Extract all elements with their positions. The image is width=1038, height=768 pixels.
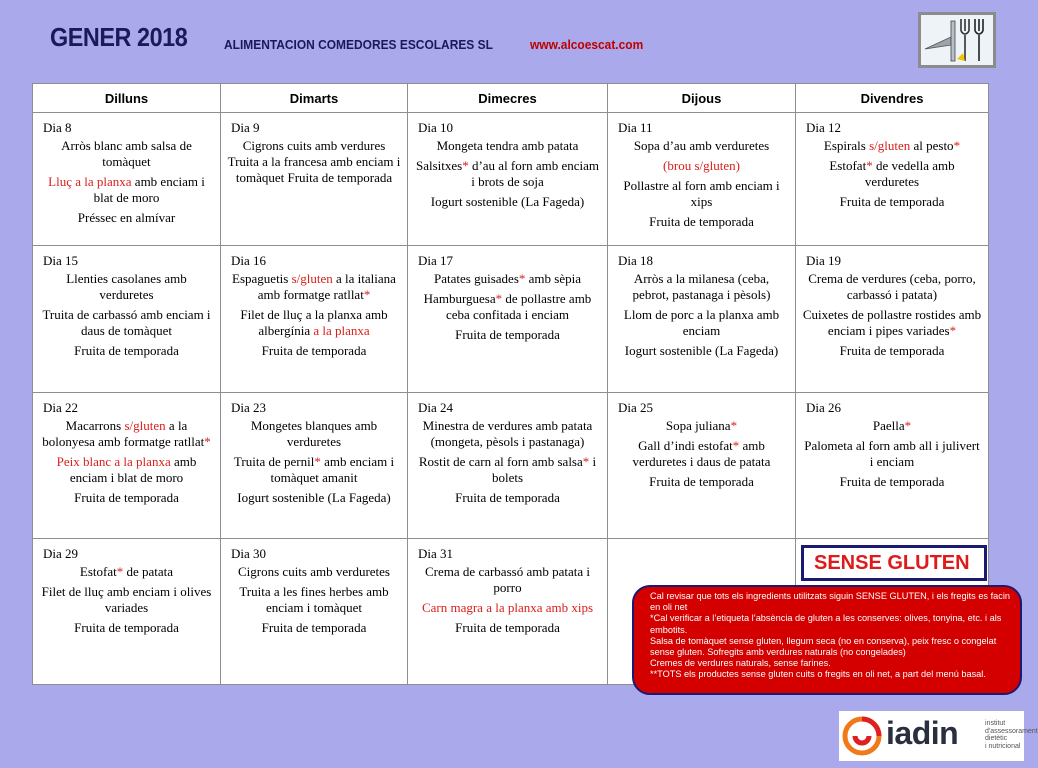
dish-line bbox=[227, 138, 401, 186]
gluten-highlight-text: * bbox=[730, 418, 738, 433]
dish-line bbox=[39, 490, 214, 506]
dish-text: Hamburguesa bbox=[423, 291, 496, 306]
dish-line bbox=[39, 584, 214, 616]
dish-line bbox=[414, 620, 601, 636]
day-cell bbox=[33, 539, 221, 685]
dish-text: Rostit de carn al forn amb salsa bbox=[418, 454, 583, 469]
gluten-highlight-text: * bbox=[462, 158, 469, 173]
day-label: Dia 15 bbox=[43, 253, 79, 268]
day-label: Dia 29 bbox=[43, 546, 79, 561]
gluten-highlight-text: * bbox=[953, 138, 961, 153]
dish-text: Cuixetes de pollastre rostides amb enciam i pipes variades bbox=[802, 307, 982, 338]
day-cell bbox=[221, 246, 408, 393]
dish-line bbox=[227, 584, 401, 616]
dish-line bbox=[39, 418, 214, 450]
dish-text: Fruita de temporada bbox=[649, 214, 754, 229]
dish-text: Cigrons cuits amb verdures Truita a la francesa amb enciam i tomàquet Fruita de temporada bbox=[227, 138, 401, 185]
dish-line bbox=[802, 138, 982, 154]
dish-text: Iogurt sostenible (La Fageda) bbox=[237, 490, 391, 505]
dish-text: Estofat bbox=[79, 564, 117, 579]
gluten-highlight-text: s/gluten bbox=[869, 138, 911, 153]
dish-text: Paella bbox=[872, 418, 905, 433]
gluten-highlight-text: a la planxa bbox=[313, 323, 370, 338]
dish-line bbox=[414, 138, 601, 154]
gluten-highlight-text: * bbox=[866, 158, 873, 173]
gluten-highlight-text: * bbox=[582, 454, 590, 469]
dish-text: amb enciam i tomàquet amanit bbox=[270, 454, 395, 485]
gluten-highlight-text: * bbox=[116, 564, 124, 579]
iadin-wordmark: iadin bbox=[886, 715, 959, 751]
day-cell bbox=[33, 113, 221, 246]
dish-text: Arròs a la milanesa (ceba, pebrot, pastanaga i pèsols) bbox=[632, 271, 771, 302]
dish-line bbox=[414, 600, 601, 616]
day-label: Dia 18 bbox=[618, 253, 654, 268]
dish-text: Patates guisades bbox=[434, 271, 519, 286]
dish-line bbox=[414, 490, 601, 506]
dish-text: Fruita de temporada bbox=[261, 343, 367, 358]
gluten-highlight-text: * bbox=[363, 287, 371, 302]
dish-line bbox=[414, 271, 601, 287]
dish-text: Minestra de verdures amb patata (mongeta, pèsols i pastanaga) bbox=[422, 418, 593, 449]
gluten-highlight-text: * bbox=[904, 418, 912, 433]
day-cell bbox=[608, 113, 796, 246]
company-name: ALIMENTACION COMEDORES ESCOLARES SL bbox=[224, 37, 493, 52]
dish-text: Palometa al forn amb all i julivert i enciam bbox=[804, 438, 980, 469]
day-cell bbox=[796, 393, 989, 539]
dish-line bbox=[414, 194, 601, 210]
dish-line bbox=[39, 343, 214, 359]
gluten-highlight-text: * bbox=[314, 454, 321, 469]
weekday-header: Dimecres bbox=[408, 84, 608, 113]
day-cell bbox=[796, 113, 989, 246]
dish-text: Cigrons cuits amb verduretes bbox=[238, 564, 390, 579]
dish-line bbox=[39, 210, 214, 226]
dish-text: Préssec en almívar bbox=[77, 210, 176, 225]
dish-line bbox=[414, 564, 601, 596]
dish-text: de patata bbox=[123, 564, 174, 579]
gluten-free-notes bbox=[632, 585, 1022, 695]
gluten-highlight-text: s/gluten bbox=[291, 271, 333, 286]
dish-line bbox=[802, 307, 982, 339]
gluten-highlight-text: Peix blanc a la planxa bbox=[56, 454, 171, 469]
dish-text: Pollastre al forn amb enciam i xips bbox=[623, 178, 780, 209]
dish-line bbox=[39, 307, 214, 339]
gluten-highlight-text: * bbox=[732, 438, 740, 453]
dish-text: de pollastre amb ceba confitada i enciam bbox=[445, 291, 592, 322]
dish-text: Llom de porc a la planxa amb enciam bbox=[623, 307, 780, 338]
dish-text: Crema de carbassó amb patata i porro bbox=[425, 564, 590, 595]
dish-text: Filet de lluç amb enciam i olives variades bbox=[41, 584, 212, 615]
dish-text: Fruita de temporada bbox=[74, 620, 179, 635]
dish-line bbox=[802, 474, 982, 490]
dish-text: Mongetes blanques amb verduretes bbox=[250, 418, 378, 449]
dish-text: Crema de verdures (ceba, porro, carbassó i patata) bbox=[808, 271, 976, 302]
dish-line bbox=[227, 490, 401, 506]
day-cell bbox=[608, 393, 796, 539]
page-title: GENER 2018 bbox=[50, 22, 188, 52]
dish-text: Filet de lluç a la planxa amb albergínia bbox=[240, 307, 388, 338]
dish-text: Fruita de temporada bbox=[74, 490, 179, 505]
iadin-logo-icon bbox=[843, 717, 881, 755]
dish-text: Arròs blanc amb salsa de tomàquet bbox=[61, 138, 192, 169]
dish-text: Truita de carbassó amb enciam i daus de tomàquet bbox=[42, 307, 211, 338]
dish-line bbox=[614, 438, 789, 470]
week-row bbox=[33, 393, 989, 539]
dish-text: Sopa d’au amb verduretes bbox=[633, 138, 770, 153]
dish-text: amb sèpia bbox=[525, 271, 581, 286]
day-label: Dia 16 bbox=[231, 253, 267, 268]
gluten-highlight-text: * bbox=[204, 434, 211, 449]
dish-text: Fruita de temporada bbox=[649, 474, 754, 489]
dish-line bbox=[227, 343, 401, 359]
dish-line bbox=[802, 438, 982, 470]
gluten-highlight-text: s/gluten bbox=[124, 418, 166, 433]
day-label: Dia 22 bbox=[43, 400, 79, 415]
gluten-highlight-text: * bbox=[949, 323, 957, 338]
day-label: Dia 24 bbox=[418, 400, 454, 415]
day-cell bbox=[221, 113, 408, 246]
day-label: Dia 30 bbox=[231, 546, 267, 561]
dish-line bbox=[614, 138, 789, 154]
dish-line bbox=[227, 564, 401, 580]
weekday-header: Dijous bbox=[608, 84, 796, 113]
dish-line bbox=[614, 307, 789, 339]
day-label: Dia 12 bbox=[806, 120, 842, 135]
gluten-note: *Cal verificar a l’etiqueta l’absència de gluten a les conserves: olives, tonyina, etc. i als embotits. bbox=[650, 613, 1002, 635]
day-label: Dia 10 bbox=[418, 120, 454, 135]
gluten-note: Cal revisar que tots els ingredients utilitzats siguin SENSE GLUTEN, i els fregits es facin en oli net bbox=[650, 591, 1010, 613]
day-label: Dia 9 bbox=[231, 120, 260, 135]
day-cell bbox=[33, 246, 221, 393]
dish-line bbox=[414, 291, 601, 323]
day-label: Dia 25 bbox=[618, 400, 654, 415]
dish-text: a la bolonyesa amb formatge ratllat bbox=[42, 418, 205, 449]
cutlery-logo-icon bbox=[918, 12, 996, 68]
day-cell bbox=[796, 246, 989, 393]
day-cell bbox=[408, 113, 608, 246]
weekday-header: Dilluns bbox=[33, 84, 221, 113]
dish-text: amb verduretes i daus de patata bbox=[632, 438, 771, 469]
gluten-highlight-text: (brou s/gluten) bbox=[663, 158, 740, 173]
dish-line bbox=[802, 158, 982, 190]
day-cell bbox=[221, 539, 408, 685]
dish-line bbox=[414, 454, 601, 486]
dish-line bbox=[614, 418, 789, 434]
dish-line bbox=[227, 307, 401, 339]
dish-line bbox=[614, 214, 789, 230]
dish-text: Mongeta tendra amb patata bbox=[436, 138, 579, 153]
day-cell bbox=[33, 393, 221, 539]
gluten-note: **TOTS els productes sense gluten cuits o fregits en oli net, a part del menú basal. bbox=[650, 669, 986, 680]
dish-text: al pesto bbox=[910, 138, 954, 153]
day-label: Dia 8 bbox=[43, 120, 72, 135]
dish-text: Fruita de temporada bbox=[839, 343, 945, 358]
gluten-note: Cremes de verdures naturals, sense farines. bbox=[650, 658, 831, 669]
dish-text: Llenties casolanes amb verduretes bbox=[66, 271, 187, 302]
day-cell bbox=[408, 246, 608, 393]
dish-text: i bolets bbox=[491, 454, 597, 485]
dish-text: Fruita de temporada bbox=[455, 490, 560, 505]
day-label: Dia 11 bbox=[618, 120, 653, 135]
dish-text: Espirals bbox=[823, 138, 870, 153]
dish-text: Espaguetis bbox=[232, 271, 292, 286]
day-cell bbox=[608, 246, 796, 393]
dish-line bbox=[227, 418, 401, 450]
dish-line bbox=[227, 454, 401, 486]
day-label: Dia 19 bbox=[806, 253, 842, 268]
dish-text: Gall d’indi estofat bbox=[638, 438, 733, 453]
dish-line bbox=[414, 158, 601, 190]
dish-text: d’au al forn amb enciam i brots de soja bbox=[468, 158, 600, 189]
day-cell bbox=[408, 393, 608, 539]
weekday-header: Divendres bbox=[796, 84, 989, 113]
dish-line bbox=[39, 564, 214, 580]
week-row bbox=[33, 246, 989, 393]
dish-line bbox=[414, 327, 601, 343]
dish-line bbox=[414, 418, 601, 450]
dish-text: Fruita de temporada bbox=[455, 327, 560, 342]
dish-line bbox=[614, 271, 789, 303]
gluten-note: Salsa de tomàquet sense gluten, llegum seca (no en conserva), peix fresc o congelat sense gluten. Sofregits amb verdures naturals (no congelades) bbox=[650, 635, 997, 658]
dish-line bbox=[802, 418, 982, 434]
dish-text: Truita a les fines herbes amb enciam i tomàquet bbox=[239, 584, 389, 615]
gluten-highlight-text: * bbox=[518, 271, 526, 286]
dish-line bbox=[39, 454, 214, 486]
company-website-link[interactable]: www.alcoescat.com bbox=[530, 37, 644, 52]
dish-line bbox=[614, 178, 789, 210]
iadin-tagline: institut d'assessorament dietètic i nutricional bbox=[985, 720, 1038, 750]
dish-line bbox=[39, 138, 214, 170]
dish-text: de vedella amb verduretes bbox=[864, 158, 955, 189]
dish-text: amb enciam i blat de moro bbox=[93, 174, 205, 205]
gluten-highlight-text: Carn magra a la planxa amb xips bbox=[421, 600, 594, 615]
dish-line bbox=[614, 474, 789, 490]
dish-text: Fruita de temporada bbox=[839, 474, 945, 489]
dish-line bbox=[802, 194, 982, 210]
dish-line bbox=[39, 174, 214, 206]
dish-line bbox=[39, 271, 214, 303]
dish-text: a la italiana amb formatge ratllat bbox=[257, 271, 396, 302]
dish-text: Fruita de temporada bbox=[455, 620, 560, 635]
day-cell bbox=[408, 539, 608, 685]
gluten-highlight-text: Lluç a la planxa bbox=[48, 174, 132, 189]
dish-line bbox=[802, 343, 982, 359]
day-label: Dia 26 bbox=[806, 400, 842, 415]
iadin-logo bbox=[839, 711, 1038, 761]
weekday-header-row bbox=[33, 84, 989, 113]
dish-line bbox=[802, 271, 982, 303]
weekday-header: Dimarts bbox=[221, 84, 408, 113]
dish-text: Truita de pernil bbox=[233, 454, 315, 469]
dish-line bbox=[614, 158, 789, 174]
dish-text: Macarrons bbox=[65, 418, 125, 433]
dish-text: Iogurt sostenible (La Fageda) bbox=[624, 343, 779, 358]
day-label: Dia 17 bbox=[418, 253, 454, 268]
dish-text: Estofat bbox=[829, 158, 867, 173]
week-row bbox=[33, 113, 989, 246]
dish-text: Fruita de temporada bbox=[74, 343, 179, 358]
day-label: Dia 31 bbox=[418, 546, 454, 561]
dish-text: Salsitxes bbox=[415, 158, 463, 173]
dish-text: amb enciam i blat de moro bbox=[69, 454, 197, 485]
day-label: Dia 23 bbox=[231, 400, 267, 415]
dish-text: Fruita de temporada bbox=[261, 620, 367, 635]
dish-line bbox=[227, 620, 401, 636]
dish-text: Iogurt sostenible (La Fageda) bbox=[430, 194, 585, 209]
dish-text: Sopa juliana bbox=[665, 418, 731, 433]
gluten-highlight-text: * bbox=[495, 291, 503, 306]
gluten-free-title: SENSE GLUTEN bbox=[801, 545, 987, 581]
dish-text: Fruita de temporada bbox=[839, 194, 945, 209]
day-cell bbox=[221, 393, 408, 539]
dish-line bbox=[614, 343, 789, 359]
dish-line bbox=[39, 620, 214, 636]
dish-line bbox=[227, 271, 401, 303]
